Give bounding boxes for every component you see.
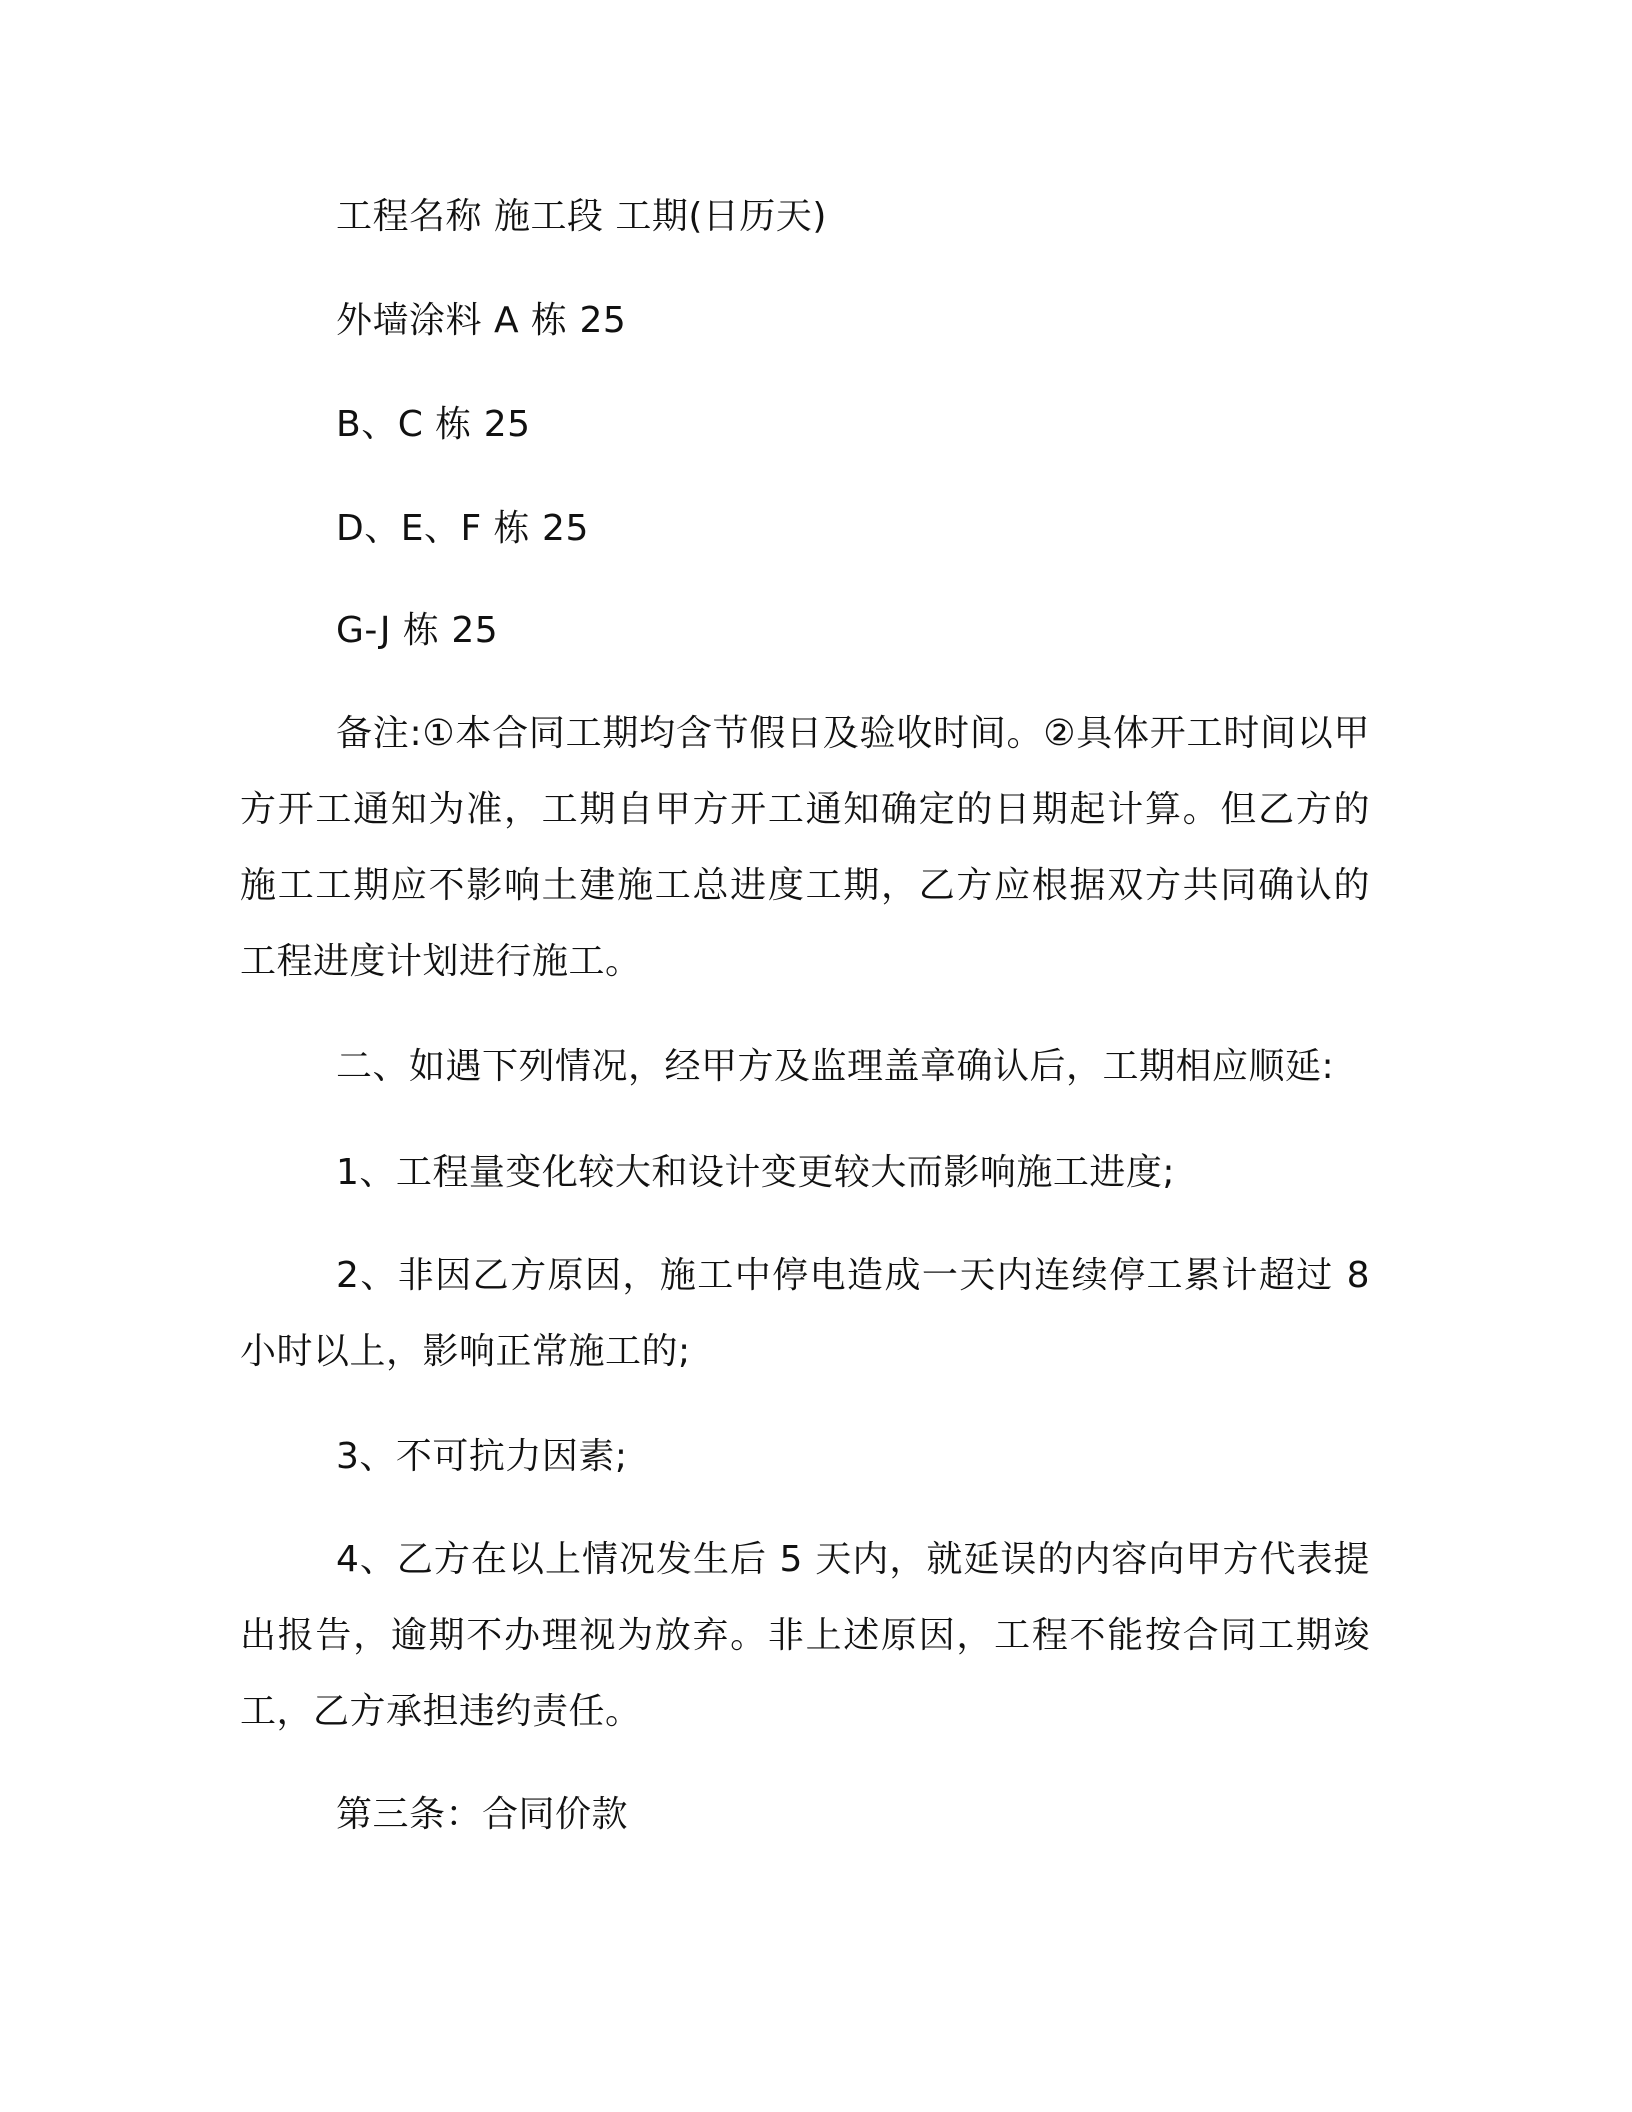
article-heading: 第三条：合同价款: [336, 1794, 629, 1835]
delay-item: 2、非因乙方原因，施工中停电造成一天内连续停工累计超过 8 小时以上，影响正常施工的;: [240, 1255, 1370, 1372]
schedule-header: 工程名称 施工段 工期(日历天): [336, 196, 827, 237]
delay-intro: 二、如遇下列情况，经甲方及监理盖章确认后，工期相应顺延:: [336, 1046, 1335, 1087]
schedule-row: B、C 栋 25: [336, 404, 531, 445]
remark-paragraph: 备注:①本合同工期均含节假日及验收时间。②具体开工时间以甲方开工通知为准，工期自甲方开工通知确定的日期起计算。但乙方的施工工期应不影响土建施工总进度工期，乙方应根据双方共同确认的工程进度计划进行施工。: [240, 713, 1370, 982]
schedule-row: 外墙涂料 A 栋 25: [336, 300, 627, 341]
schedule-row: G-J 栋 25: [336, 610, 499, 651]
schedule-row: D、E、F 栋 25: [336, 508, 589, 549]
delay-item: 1、工程量变化较大和设计变更较大而影响施工进度;: [336, 1152, 1176, 1193]
delay-item: 3、不可抗力因素;: [336, 1436, 628, 1477]
delay-item: 4、乙方在以上情况发生后 5 天内，就延误的内容向甲方代表提出报告，逾期不办理视为放弃。非上述原因，工程不能按合同工期竣工，乙方承担违约责任。: [240, 1539, 1370, 1732]
